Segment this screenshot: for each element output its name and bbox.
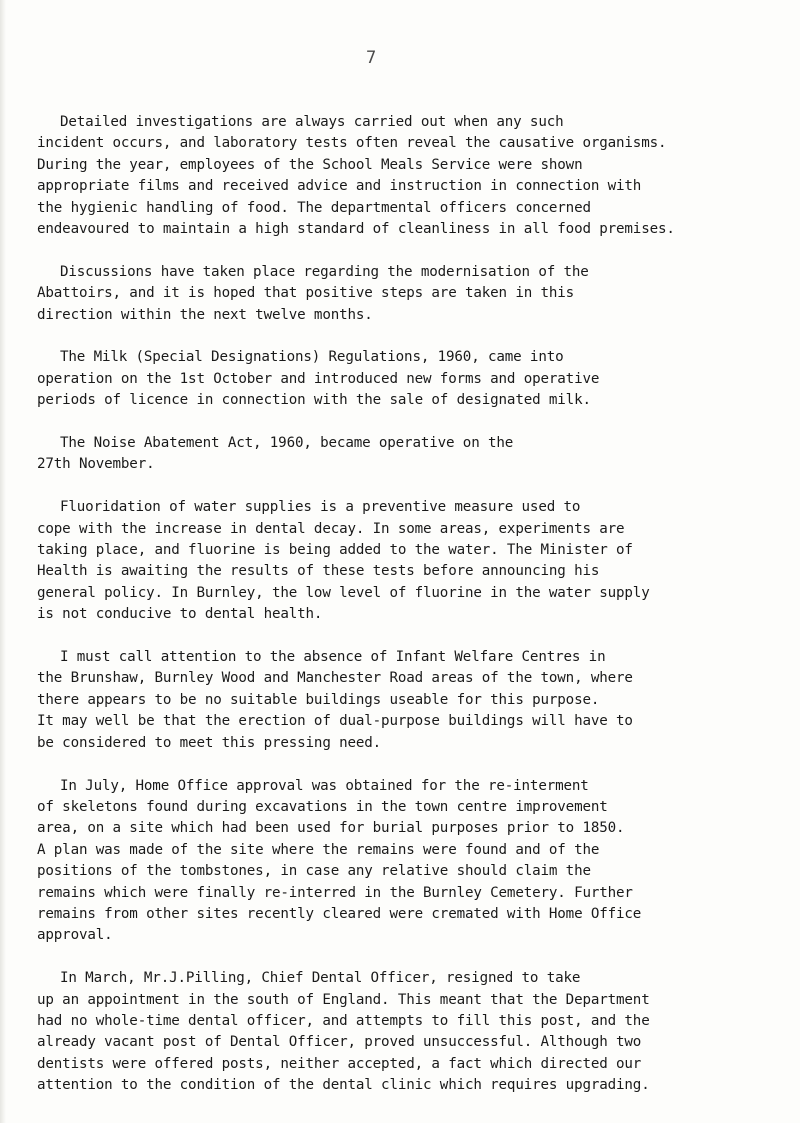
paragraph-infant-welfare <box>37 647 792 754</box>
text-line: incident occurs, and laboratory tests often reveal the causative organisms. <box>37 135 667 152</box>
text-line: had no whole-time dental officer, and attempts to fill this post, and the <box>37 1012 650 1029</box>
text-line: remains which were finally re-interred in the Burnley Cemetery. Further <box>37 884 633 901</box>
text-line: approval. <box>37 927 113 944</box>
text-line: I must call attention to the absence of Infant Welfare Centres in <box>60 649 606 666</box>
text-line: positions of the tombstones, in case any relative should claim the <box>37 863 591 880</box>
paragraph-noise-act <box>37 433 792 476</box>
text-line: remains from other sites recently cleared were cremated with Home Office <box>37 905 642 922</box>
text-line: Detailed investigations are always carried out when any such <box>60 114 564 130</box>
text-line: be considered to meet this pressing need. <box>37 734 382 751</box>
text-line: up an appointment in the south of England. This meant that the Department <box>37 991 650 1008</box>
paragraph-fluoridation <box>37 497 792 625</box>
text-line: Fluoridation of water supplies is a preventive measure used to <box>60 499 581 516</box>
text-line: periods of licence in connection with the sale of designated milk. <box>37 392 591 409</box>
text-line: In July, Home Office approval was obtained for the re-interment <box>60 777 589 794</box>
paragraph-food-hygiene <box>37 112 792 240</box>
text-line: attention to the condition of the dental clinic which requires upgrading. <box>37 1077 650 1094</box>
text-line: The Noise Abatement Act, 1960, became operative on the <box>60 435 514 452</box>
text-line: It may well be that the erection of dual-purpose buildings will have to <box>37 713 633 730</box>
text-line: operation on the 1st October and introduced new forms and operative <box>37 370 600 387</box>
text-line: A plan was made of the site where the remains were found and of the <box>37 841 600 858</box>
text-line: direction within the next twelve months. <box>37 306 373 323</box>
page-edge-shadow <box>0 0 6 1123</box>
text-line: the hygienic handling of food. The departmental officers concerned <box>37 199 591 216</box>
report-body <box>37 112 792 1118</box>
text-line: appropriate films and received advice and instruction in connection with <box>37 178 642 195</box>
text-line: Discussions have taken place regarding the modernisation of the <box>60 263 589 280</box>
text-line: In March, Mr.J.Pilling, Chief Dental Officer, resigned to take <box>60 970 581 987</box>
paragraph-dental-officer <box>37 968 792 1096</box>
text-line: is not conducive to dental health. <box>37 606 323 623</box>
paragraph-re-interment <box>37 776 792 947</box>
text-line: endeavoured to maintain a high standard of cleanliness in all food premises. <box>37 221 675 238</box>
text-line: general policy. In Burnley, the low level of fluorine in the water supply <box>37 584 650 601</box>
text-line: cope with the increase in dental decay. In some areas, experiments are <box>37 520 625 537</box>
text-line: the Brunshaw, Burnley Wood and Manchester Road areas of the town, where <box>37 670 633 687</box>
text-line: Health is awaiting the results of these tests before announcing his <box>37 563 600 580</box>
text-line: The Milk (Special Designations) Regulations, 1960, came into <box>60 349 564 366</box>
text-line: 27th November. <box>37 456 155 473</box>
text-line: taking place, and fluorine is being added to the water. The Minister of <box>37 542 633 559</box>
paragraph-abattoirs <box>37 262 792 326</box>
text-line: During the year, employees of the School Meals Service were shown <box>37 156 583 173</box>
text-line: already vacant post of Dental Officer, proved unsuccessful. Although two <box>37 1034 642 1051</box>
text-line: there appears to be no suitable buildings useable for this purpose. <box>37 691 600 708</box>
text-line: dentists were offered posts, neither accepted, a fact which directed our <box>37 1055 642 1072</box>
text-line: Abattoirs, and it is hoped that positive steps are taken in this <box>37 285 575 302</box>
paragraph-milk-regulations <box>37 347 792 411</box>
text-line: of skeletons found during excavations in the town centre improvement <box>37 798 608 815</box>
text-line: area, on a site which had been used for burial purposes prior to 1850. <box>37 820 625 837</box>
page-number: 7 <box>366 48 377 68</box>
